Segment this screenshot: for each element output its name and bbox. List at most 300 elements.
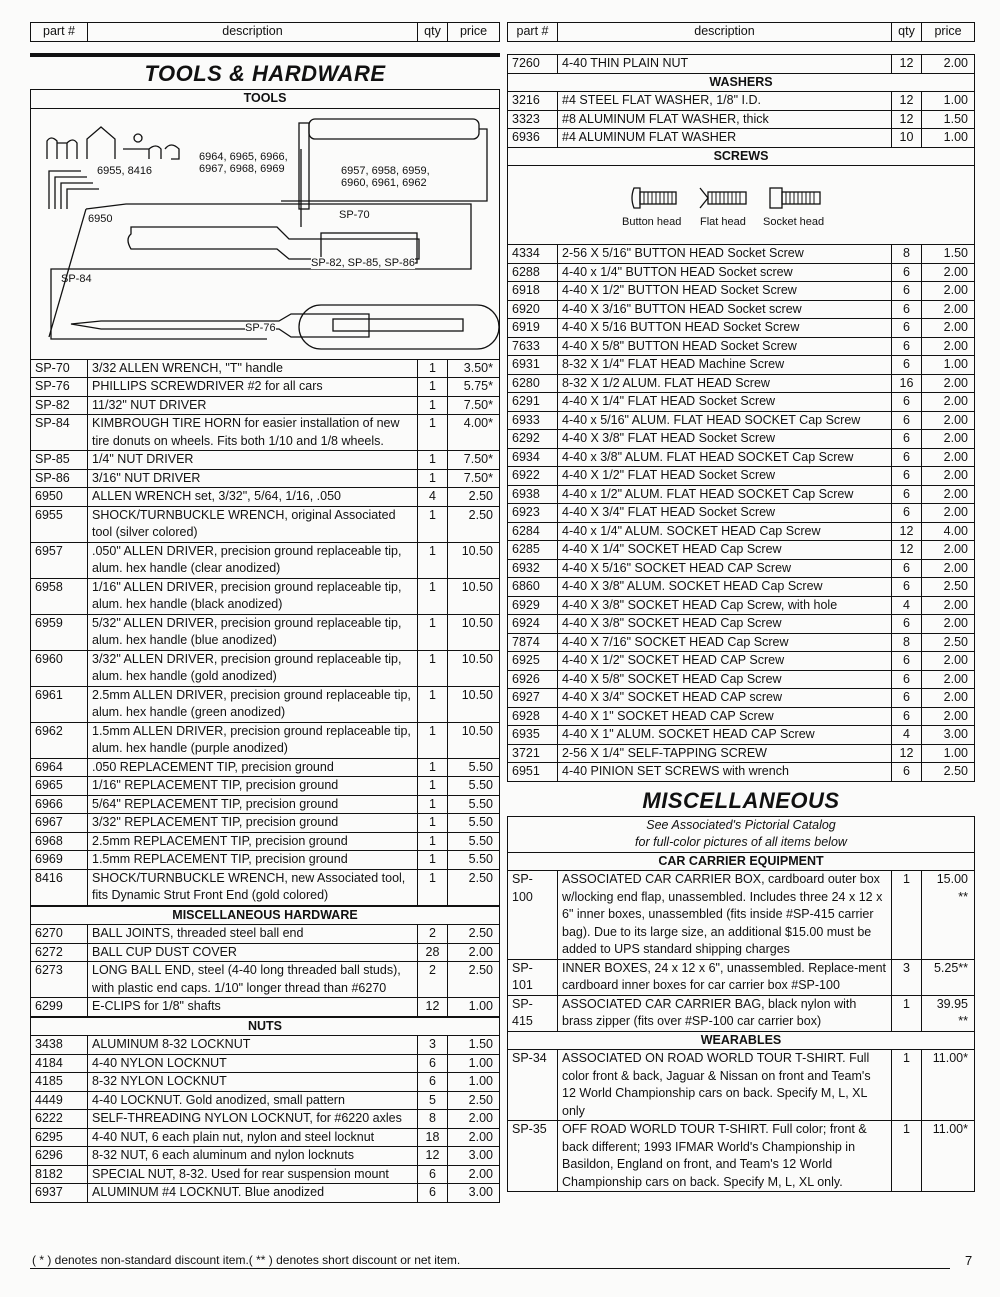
description: #4 STEEL FLAT WASHER, 1/8" I.D. <box>558 92 892 111</box>
price: 2.00 <box>447 1110 499 1129</box>
price: 2.00 <box>922 467 975 486</box>
misc-rows <box>31 925 500 1017</box>
description: ASSOCIATED CAR CARRIER BAG, black nylon with brass zipper (fits over #SP-100 car carrier box) <box>558 995 892 1031</box>
quantity: 1 <box>418 451 448 470</box>
footnote: ( * ) denotes non-standard discount item.( ** ) denotes short discount or net item. <box>32 1253 461 1267</box>
screw-rows <box>508 245 975 782</box>
tool-row <box>31 758 500 777</box>
washers-heading: WASHERS <box>508 73 975 92</box>
quantity: 3 <box>417 1036 447 1055</box>
nut-row <box>31 1054 500 1073</box>
tool-row <box>31 396 500 415</box>
part-number: 6270 <box>31 925 88 944</box>
price: 2.50 <box>922 763 975 782</box>
description: 4-40 X 3/4" SOCKET HEAD CAP screw <box>558 689 892 708</box>
car-carrier-heading: CAR CARRIER EQUIPMENT <box>508 852 975 871</box>
part-number: 4184 <box>31 1054 88 1073</box>
tool-row <box>31 359 500 378</box>
quantity: 1 <box>418 542 448 578</box>
quantity: 6 <box>892 559 922 578</box>
description: 4-40 x 3/8" ALUM. FLAT HEAD SOCKET Cap Screw <box>558 448 892 467</box>
nuts-heading: NUTS <box>31 1017 500 1036</box>
misc-hardware-table <box>30 906 500 1017</box>
tool-row <box>31 614 500 650</box>
quantity: 8 <box>892 245 922 264</box>
description: 4-40 x 1/4" BUTTON HEAD Socket screw <box>558 263 892 282</box>
quantity: 6 <box>892 393 922 412</box>
description: 4-40 X 1" SOCKET HEAD CAP Screw <box>558 707 892 726</box>
quantity: 6 <box>417 1054 447 1073</box>
part-number: 6967 <box>31 814 88 833</box>
description: KIMBROUGH TIRE HORN for easier installation of new tire donuts on wheels. Fits both 1/10 and 1/8 wheels. <box>88 415 418 451</box>
screw-row <box>508 374 975 393</box>
part-number: 6288 <box>508 263 558 282</box>
quantity: 1 <box>418 650 448 686</box>
quantity: 1 <box>418 832 448 851</box>
nut-row <box>31 1036 500 1055</box>
description: 1/16" ALLEN DRIVER, precision ground replaceable tip, alum. hex handle (black anodized) <box>88 578 418 614</box>
screw-row <box>508 300 975 319</box>
price: 5.50 <box>448 795 500 814</box>
tool-row <box>31 650 500 686</box>
part-number: 6951 <box>508 763 558 782</box>
part-number: 6920 <box>508 300 558 319</box>
description: 8-32 NUT, 6 each aluminum and nylon locknuts <box>88 1147 418 1166</box>
tools-rows <box>31 359 500 905</box>
description: ALUMINUM #4 LOCKNUT. Blue anodized <box>88 1184 418 1203</box>
part-number: 6923 <box>508 504 558 523</box>
part-number: 6966 <box>31 795 88 814</box>
part-number: 6962 <box>31 722 88 758</box>
quantity: 2 <box>417 962 447 998</box>
price: 1.00 <box>922 92 975 111</box>
part-number: SP-70 <box>31 359 88 378</box>
price: 2.50 <box>447 962 499 998</box>
label-sp82: SP-82, SP-85, SP-86 <box>311 256 415 269</box>
part-number: 6285 <box>508 541 558 560</box>
wear-rows <box>508 1050 975 1192</box>
misc-hardware-row <box>31 925 500 944</box>
quantity: 6 <box>892 670 922 689</box>
price: 2.00 <box>922 559 975 578</box>
left-column <box>30 22 500 1203</box>
misc-note-1: See Associated's Pictorial Catalog <box>508 816 975 834</box>
nut-row <box>31 1147 500 1166</box>
quantity: 1 <box>418 814 448 833</box>
price: 2.00 <box>922 707 975 726</box>
description: SHOCK/TURNBUCKLE WRENCH, original Associated tool (silver colored) <box>88 506 418 542</box>
part-number: SP-82 <box>31 396 88 415</box>
wearable-row <box>508 1121 975 1192</box>
quantity: 12 <box>892 541 922 560</box>
car-rows <box>508 871 975 1032</box>
description: ALUMINUM 8-32 LOCKNUT <box>88 1036 418 1055</box>
description: 4-40 PINION SET SCREWS with wrench <box>558 763 892 782</box>
description: 4-40 X 5/8" BUTTON HEAD Socket Screw <box>558 337 892 356</box>
description: 4-40 X 1/2" SOCKET HEAD CAP Screw <box>558 652 892 671</box>
price: 2.50 <box>922 578 975 597</box>
washer-row <box>508 110 975 129</box>
part-number: 6919 <box>508 319 558 338</box>
description: 4-40 X 1/4" FLAT HEAD Socket Screw <box>558 393 892 412</box>
label-sp70: SP-70 <box>339 208 370 221</box>
header-price: price <box>448 23 500 42</box>
quantity: 12 <box>417 1147 447 1166</box>
footer-rule <box>30 1268 950 1269</box>
description: 4-40 X 3/4" FLAT HEAD Socket Screw <box>558 504 892 523</box>
tools-heading: TOOLS <box>31 90 500 109</box>
screw-row <box>508 485 975 504</box>
washer-row <box>508 92 975 111</box>
description: 4-40 x 1/4" ALUM. SOCKET HEAD Cap Screw <box>558 522 892 541</box>
description: 3/32" ALLEN DRIVER, precision ground replaceable tip, alum. hex handle (gold anodized) <box>88 650 418 686</box>
price: 10.50 <box>448 614 500 650</box>
description: 3/32 ALLEN WRENCH, "T" handle <box>88 359 418 378</box>
quantity: 1 <box>418 578 448 614</box>
price: 5.50 <box>448 832 500 851</box>
quantity: 6 <box>892 263 922 282</box>
right-column <box>507 22 975 1192</box>
screw-row <box>508 430 975 449</box>
part-number: 6918 <box>508 282 558 301</box>
header-price: price <box>922 23 975 42</box>
part-number: SP-35 <box>508 1121 558 1192</box>
description: 1/4" NUT DRIVER <box>88 451 418 470</box>
description: #4 ALUMINUM FLAT WASHER <box>558 129 892 148</box>
part-number: SP-101 <box>508 959 558 995</box>
price: 11.00* <box>921 1121 974 1192</box>
price: 3.00 <box>447 1184 499 1203</box>
price: 2.00 <box>922 504 975 523</box>
nut-row <box>31 1110 500 1129</box>
quantity: 12 <box>892 110 922 129</box>
price: 2.50 <box>447 1091 499 1110</box>
price: 7.50* <box>448 469 500 488</box>
price: 4.00* <box>448 415 500 451</box>
misc-hardware-row <box>31 962 500 998</box>
part-number: 6273 <box>31 962 88 998</box>
price: 2.00 <box>922 55 975 74</box>
part-number: 6957 <box>31 542 88 578</box>
tool-row <box>31 777 500 796</box>
quantity: 6 <box>892 467 922 486</box>
description: 5/32" ALLEN DRIVER, precision ground replaceable tip, alum. hex handle (blue anodized) <box>88 614 418 650</box>
part-number: SP-34 <box>508 1050 558 1121</box>
quantity: 8 <box>417 1110 447 1129</box>
quantity: 12 <box>892 744 922 763</box>
header-part: part # <box>508 23 558 42</box>
price: 5.50 <box>448 777 500 796</box>
quantity: 16 <box>892 374 922 393</box>
misc-hardware-row <box>31 943 500 962</box>
quantity: 1 <box>891 1050 921 1121</box>
quantity: 1 <box>418 396 448 415</box>
price: 4.00 <box>922 522 975 541</box>
price: 2.00 <box>922 615 975 634</box>
price: 2.00 <box>922 411 975 430</box>
part-number: 6955 <box>31 506 88 542</box>
tool-row <box>31 869 500 905</box>
description: 4-40 x 5/16" ALUM. FLAT HEAD SOCKET Cap Screw <box>558 411 892 430</box>
socket-head-label: Socket head <box>763 216 825 228</box>
description: 4-40 X 5/16 BUTTON HEAD Socket Screw <box>558 319 892 338</box>
part-number: 6929 <box>508 596 558 615</box>
description: ALLEN WRENCH set, 3/32", 5/64, 1/16, .050 <box>88 488 418 507</box>
price: 1.00 <box>922 356 975 375</box>
price: 2.00 <box>922 300 975 319</box>
misc-hardware-heading: MISCELLANEOUS HARDWARE <box>31 906 500 925</box>
quantity: 6 <box>892 337 922 356</box>
price: 2.00 <box>922 337 975 356</box>
quantity: 6 <box>417 1184 447 1203</box>
nut-row <box>31 1165 500 1184</box>
description: 4-40 X 1/2" FLAT HEAD Socket Screw <box>558 467 892 486</box>
screw-row <box>508 411 975 430</box>
screw-row <box>508 448 975 467</box>
part-number: 4185 <box>31 1073 88 1092</box>
description: BALL JOINTS, threaded steel ball end <box>88 925 418 944</box>
quantity: 1 <box>418 795 448 814</box>
description: 4-40 X 1/4" SOCKET HEAD Cap Screw <box>558 541 892 560</box>
label-6955: 6955, 8416 <box>97 164 153 177</box>
screw-row <box>508 578 975 597</box>
price: 10.50 <box>448 722 500 758</box>
quantity: 6 <box>417 1073 447 1092</box>
screw-row <box>508 726 975 745</box>
screw-row <box>508 596 975 615</box>
part-number: 6937 <box>31 1184 88 1203</box>
description: 4-40 X 5/8" SOCKET HEAD Cap Screw <box>558 670 892 689</box>
quantity: 6 <box>892 282 922 301</box>
price: 2.00 <box>922 596 975 615</box>
quantity: 6 <box>892 430 922 449</box>
quantity: 4 <box>892 596 922 615</box>
quantity: 6 <box>892 652 922 671</box>
description: .050" ALLEN DRIVER, precision ground replaceable tip, alum. hex handle (clear anodized) <box>88 542 418 578</box>
quantity: 1 <box>418 469 448 488</box>
price: 5.25** <box>921 959 974 995</box>
part-number: 6968 <box>31 832 88 851</box>
header-part: part # <box>31 23 88 42</box>
quantity: 1 <box>418 777 448 796</box>
price: 2.00 <box>922 670 975 689</box>
part-number: 6284 <box>508 522 558 541</box>
quantity: 12 <box>417 998 447 1017</box>
price: 11.00* <box>921 1050 974 1121</box>
price: 2.00 <box>922 652 975 671</box>
quantity: 18 <box>417 1128 447 1147</box>
part-number: 6961 <box>31 686 88 722</box>
quantity: 6 <box>417 1165 447 1184</box>
part-number: 6922 <box>508 467 558 486</box>
description: 4-40 X 3/8" FLAT HEAD Socket Screw <box>558 430 892 449</box>
part-number: 3721 <box>508 744 558 763</box>
price: 2.00 <box>922 319 975 338</box>
quantity: 1 <box>418 722 448 758</box>
price: 1.00 <box>447 998 499 1017</box>
quantity: 2 <box>417 925 447 944</box>
part-number: SP-76 <box>31 378 88 397</box>
nuts-table <box>30 1017 500 1203</box>
quantity: 6 <box>892 707 922 726</box>
part-number: 8416 <box>31 869 88 905</box>
part-number: 7874 <box>508 633 558 652</box>
part-number: 6969 <box>31 851 88 870</box>
washers-table <box>507 54 975 166</box>
screw-row <box>508 670 975 689</box>
description: INNER BOXES, 24 x 12 x 6", unassembled. Replace-ment cardboard inner boxes for car carrier box #SP-100 <box>558 959 892 995</box>
description: 4-40 NUT, 6 each plain nut, nylon and steel locknut <box>88 1128 418 1147</box>
screw-row <box>508 707 975 726</box>
nut-row <box>31 1184 500 1203</box>
screw-row <box>508 522 975 541</box>
part-number: SP-415 <box>508 995 558 1031</box>
tool-row <box>31 469 500 488</box>
description: 11/32" NUT DRIVER <box>88 396 418 415</box>
description: ASSOCIATED ON ROAD WORLD TOUR T-SHIRT. Full color front & back, Jaguar & Nissan on front and Team's 12 World Championship cars on back. Specify M, L, XL only <box>558 1050 892 1121</box>
quantity: 1 <box>418 415 448 451</box>
screw-row <box>508 504 975 523</box>
part-number: 7260 <box>508 55 558 74</box>
description: 8-32 X 1/2 ALUM. FLAT HEAD Screw <box>558 374 892 393</box>
description: 3/16" NUT DRIVER <box>88 469 418 488</box>
quantity: 6 <box>892 615 922 634</box>
screw-illustration <box>507 166 975 244</box>
screw-row <box>508 467 975 486</box>
part-number: SP-100 <box>508 871 558 960</box>
quantity: 1 <box>418 378 448 397</box>
part-number: 6292 <box>508 430 558 449</box>
tools-illustration <box>30 109 500 359</box>
quantity: 1 <box>891 871 921 960</box>
quantity: 1 <box>418 869 448 905</box>
screw-row <box>508 541 975 560</box>
nut-row <box>31 1091 500 1110</box>
price: 15.00 ** <box>921 871 974 960</box>
header-description: description <box>558 23 892 42</box>
part-number: 6280 <box>508 374 558 393</box>
price: 2.00 <box>922 448 975 467</box>
description: 2-56 X 5/16" BUTTON HEAD Socket Screw <box>558 245 892 264</box>
description: 3/32" REPLACEMENT TIP, precision ground <box>88 814 418 833</box>
miscellaneous-title: MISCELLANEOUS <box>642 787 840 813</box>
nuts-rows <box>31 1036 500 1203</box>
description: SELF-THREADING NYLON LOCKNUT, for #6220 axles <box>88 1110 418 1129</box>
misc-table <box>507 816 975 1193</box>
quantity: 1 <box>891 1121 921 1192</box>
part-number: 6295 <box>31 1128 88 1147</box>
description: 5/64" REPLACEMENT TIP, precision ground <box>88 795 418 814</box>
part-number: 6927 <box>508 689 558 708</box>
description: BALL CUP DUST COVER <box>88 943 418 962</box>
quantity: 1 <box>418 851 448 870</box>
tool-row <box>31 542 500 578</box>
part-number: 6933 <box>508 411 558 430</box>
price: 1.00 <box>447 1054 499 1073</box>
part-number: 6960 <box>31 650 88 686</box>
quantity: 1 <box>418 359 448 378</box>
price: 7.50* <box>448 451 500 470</box>
price: 2.50 <box>448 869 500 905</box>
price: 2.00 <box>922 430 975 449</box>
screw-row <box>508 763 975 782</box>
description: 4-40 THIN PLAIN NUT <box>558 55 892 74</box>
part-number: SP-85 <box>31 451 88 470</box>
nut-row <box>31 1128 500 1147</box>
description: 4-40 X 3/8" SOCKET HEAD Cap Screw <box>558 615 892 634</box>
tool-row <box>31 832 500 851</box>
part-number: 6924 <box>508 615 558 634</box>
price: 10.50 <box>448 650 500 686</box>
quantity: 3 <box>891 959 921 995</box>
price: 39.95 ** <box>921 995 974 1031</box>
quantity: 6 <box>892 319 922 338</box>
price: 5.50 <box>448 758 500 777</box>
description: 2.5mm ALLEN DRIVER, precision ground replaceable tip, alum. hex handle (green anodized) <box>88 686 418 722</box>
part-number: 6932 <box>508 559 558 578</box>
quantity: 6 <box>892 504 922 523</box>
flat-head-label: Flat head <box>700 216 746 228</box>
quantity: 6 <box>892 356 922 375</box>
price: 5.50 <box>448 814 500 833</box>
left-header-table <box>30 22 500 42</box>
quantity: 6 <box>892 448 922 467</box>
quantity: 12 <box>892 55 922 74</box>
tool-row <box>31 451 500 470</box>
part-number: 6928 <box>508 707 558 726</box>
tool-row <box>31 814 500 833</box>
part-number: 6934 <box>508 448 558 467</box>
description: LONG BALL END, steel (4-40 long threaded ball studs), with plastic end caps. 1/10" longer thread than #6270 <box>88 962 418 998</box>
description: 4-40 NYLON LOCKNUT <box>88 1054 418 1073</box>
price: 1.00 <box>922 744 975 763</box>
part-number: 6964 <box>31 758 88 777</box>
quantity: 6 <box>892 689 922 708</box>
quantity: 12 <box>892 92 922 111</box>
description: 2-56 X 1/4" SELF-TAPPING SCREW <box>558 744 892 763</box>
description: 4-40 X 1" ALUM. SOCKET HEAD CAP Screw <box>558 726 892 745</box>
button-head-label: Button head <box>622 216 682 228</box>
quantity: 12 <box>892 522 922 541</box>
description: ASSOCIATED CAR CARRIER BOX, cardboard outer box w/locking end flap, unassembled. Includes three 24 x 12 x 6" inner boxes, unassembled (fits inside #SP-415 carrier bag). Due to its large size, an additional $15.00 must be added to UPS standard shipping charges <box>558 871 892 960</box>
price: 2.50 <box>448 488 500 507</box>
screw-row <box>508 245 975 264</box>
car-carrier-row <box>508 959 975 995</box>
label-6964: 6964, 6965, 6966, 6967, 6968, 6969 <box>199 150 288 175</box>
tool-row <box>31 722 500 758</box>
tool-row <box>31 378 500 397</box>
part-number: SP-86 <box>31 469 88 488</box>
description: 1/16" REPLACEMENT TIP, precision ground <box>88 777 418 796</box>
description: 8-32 X 1/4" FLAT HEAD Machine Screw <box>558 356 892 375</box>
description: 1.5mm REPLACEMENT TIP, precision ground <box>88 851 418 870</box>
quantity: 1 <box>891 995 921 1031</box>
part-number: 3323 <box>508 110 558 129</box>
part-number: 7633 <box>508 337 558 356</box>
part-number: 6222 <box>31 1110 88 1129</box>
quantity: 10 <box>892 129 922 148</box>
price: 7.50* <box>448 396 500 415</box>
quantity: 1 <box>418 614 448 650</box>
page-number: 7 <box>965 1253 973 1268</box>
car-carrier-row <box>508 995 975 1031</box>
description: PHILLIPS SCREWDRIVER #2 for all cars <box>88 378 418 397</box>
price: 2.00 <box>922 541 975 560</box>
label-sp84: SP-84 <box>61 272 92 285</box>
label-6957: 6957, 6958, 6959, 6960, 6961, 6962 <box>341 164 430 189</box>
description: 4-40 x 1/2" ALUM. FLAT HEAD SOCKET Cap Screw <box>558 485 892 504</box>
price: 1.50 <box>922 245 975 264</box>
